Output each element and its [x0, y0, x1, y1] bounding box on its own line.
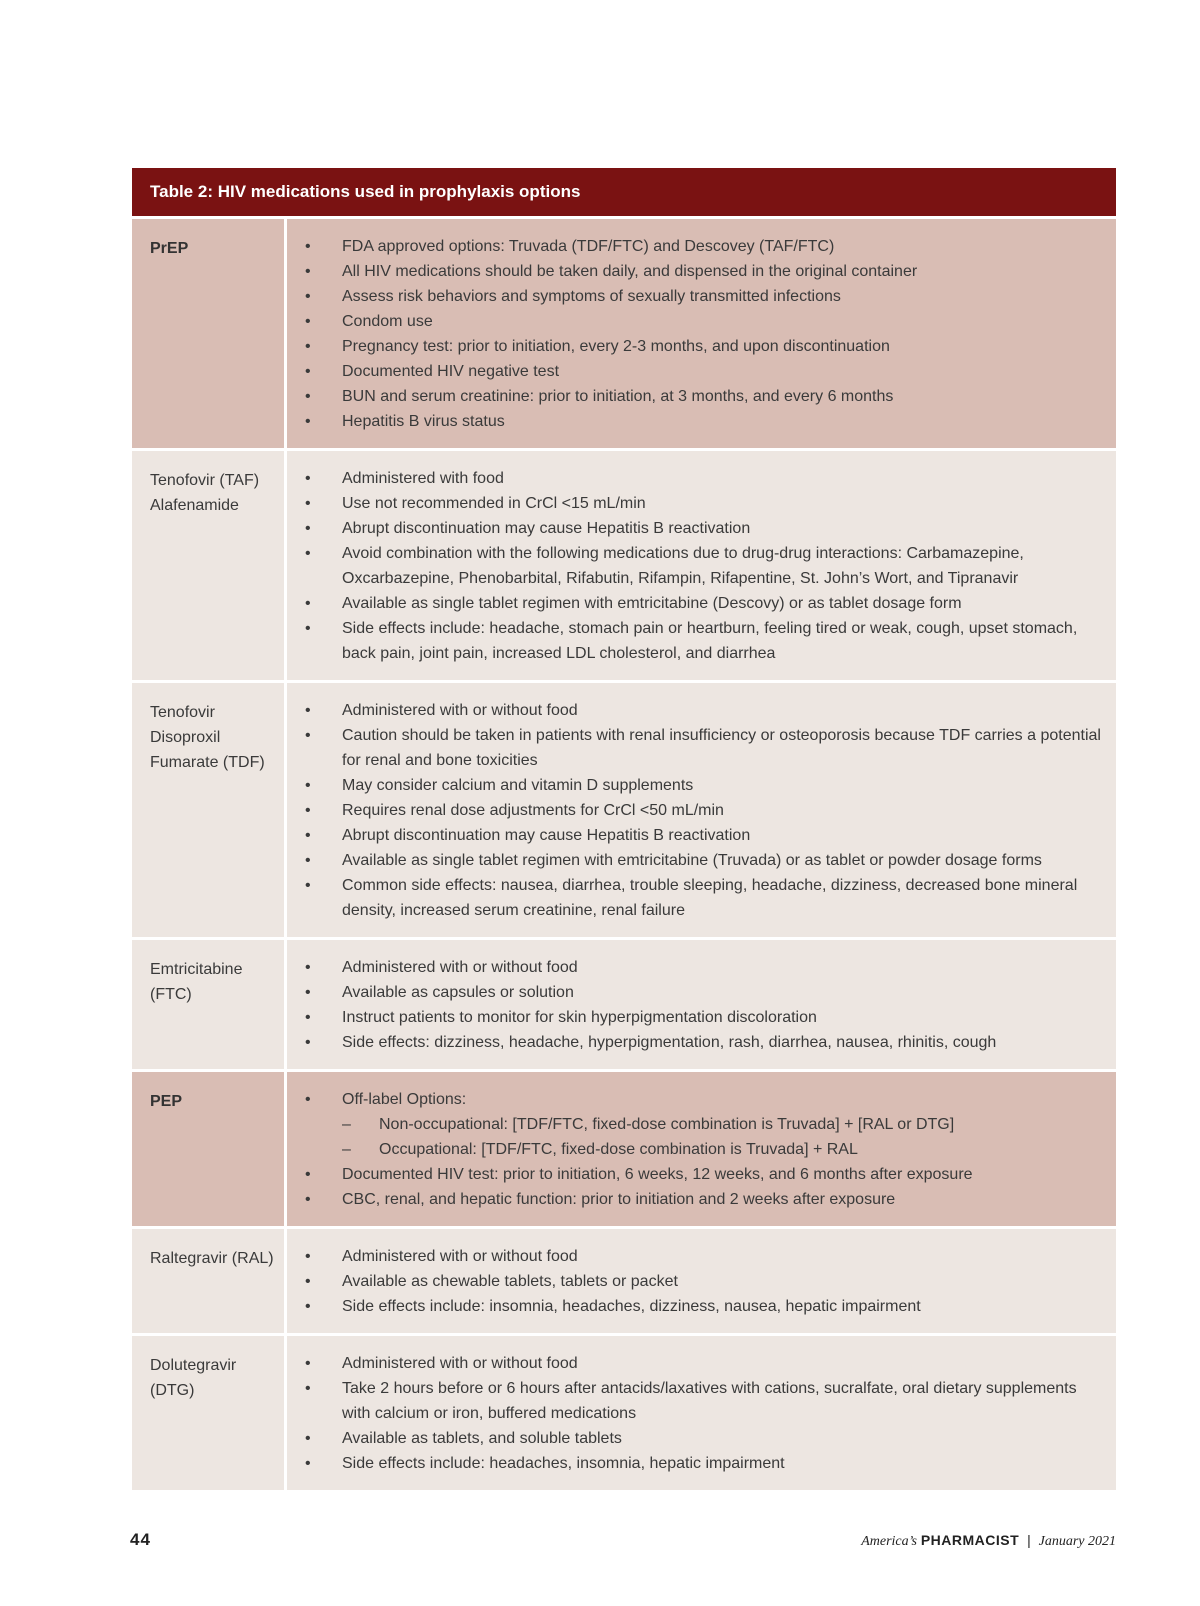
list-item: • Abrupt discontinuation may cause Hepatitis B reactivation — [305, 516, 1106, 541]
bullet-icon: • — [305, 727, 311, 744]
list-item: • Available as chewable tablets, tablets or packet — [305, 1269, 1106, 1294]
list-item: • Administered with or without food — [305, 698, 1106, 723]
list-item: • Off-label Options: — [305, 1087, 1106, 1112]
list-item: • Side effects include: headache, stomach pain or heartburn, feeling tired or weak, cough, upset stomach, back pain, joint pain, increased LDL cholesterol, and diarrhea — [305, 616, 1106, 666]
list-item: • Documented HIV negative test — [305, 359, 1106, 384]
list-item: • Caution should be taken in patients with renal insufficiency or osteoporosis because TDF carries a potential for renal and bone toxicities — [305, 723, 1106, 773]
list-item: • Available as tablets, and soluble tablets — [305, 1426, 1106, 1451]
list-item: • Condom use — [305, 309, 1106, 334]
bullet-icon: • — [305, 877, 311, 894]
list-subitem: – Occupational: [TDF/FTC, fixed-dose combination is Truvada] + RAL — [305, 1137, 1106, 1162]
bullet-icon: • — [305, 852, 311, 869]
bullet-icon: • — [305, 802, 311, 819]
bullet-icon: • — [305, 238, 311, 255]
bullet-icon: • — [305, 288, 311, 305]
table-row-ftc — [132, 940, 1116, 1069]
list-item: • CBC, renal, and hepatic function: prior to initiation and 2 weeks after exposure — [305, 1187, 1106, 1212]
bullet-icon: • — [305, 959, 311, 976]
bullet-icon: • — [305, 1034, 311, 1051]
bullet-icon: • — [305, 1380, 311, 1397]
footer-separator: | — [1027, 1532, 1031, 1548]
bullet-icon: • — [305, 313, 311, 330]
list-item: • All HIV medications should be taken daily, and dispensed in the original container — [305, 259, 1106, 284]
list-item: • Hepatitis B virus status — [305, 409, 1106, 434]
bullet-icon: • — [305, 1166, 311, 1183]
row-label: Tenofovir (TAF) Alafenamide — [132, 451, 284, 680]
list-item: • Abrupt discontinuation may cause Hepatitis B reactivation — [305, 823, 1106, 848]
list-item: • Avoid combination with the following medications due to drug-drug interactions: Carbamazepine, Oxcarbazepine, Phenobarbital, Rifabutin, Rifampin, Rifapentine, St. John’s Wort, and Tipranavir — [305, 541, 1106, 591]
bullet-icon: • — [305, 984, 311, 1001]
row-details — [287, 1336, 1116, 1490]
table-title: Table 2: HIV medications used in prophylaxis options — [132, 168, 1116, 216]
row-label: Dolutegravir (DTG) — [132, 1336, 284, 1490]
running-footer — [861, 1532, 1116, 1550]
bullet-icon: • — [305, 1298, 311, 1315]
list-item: • Administered with or without food — [305, 1244, 1106, 1269]
list-item: • Pregnancy test: prior to initiation, every 2-3 months, and upon discontinuation — [305, 334, 1106, 359]
list-item: • Instruct patients to monitor for skin hyperpigmentation discoloration — [305, 1005, 1106, 1030]
list-item: • FDA approved options: Truvada (TDF/FTC) and Descovey (TAF/FTC) — [305, 234, 1106, 259]
bullet-icon: • — [305, 827, 311, 844]
magazine-prefix: America’s — [861, 1534, 917, 1549]
medications-table — [132, 168, 1116, 1490]
bullet-icon: • — [305, 702, 311, 719]
bullet-icon: • — [305, 263, 311, 280]
dash-icon: – — [342, 1141, 351, 1158]
bullet-icon: • — [305, 1455, 311, 1472]
row-details — [287, 940, 1116, 1069]
row-details — [287, 219, 1116, 448]
bullet-icon: • — [305, 1248, 311, 1265]
bullet-icon: • — [305, 1273, 311, 1290]
table-row-tdf — [132, 683, 1116, 937]
row-label: PrEP — [132, 219, 284, 448]
magazine-brand: PHARMACIST — [920, 1532, 1020, 1548]
bullet-icon: • — [305, 520, 311, 537]
bullet-icon: • — [305, 1430, 311, 1447]
list-item: • Administered with or without food — [305, 955, 1106, 980]
bullet-icon: • — [305, 1355, 311, 1372]
page-number: 44 — [130, 1530, 151, 1549]
bullet-icon: • — [305, 545, 311, 562]
dash-icon: – — [342, 1116, 351, 1133]
bullet-icon: • — [305, 413, 311, 430]
list-item: • Side effects include: insomnia, headaches, dizziness, nausea, hepatic impairment — [305, 1294, 1106, 1319]
list-item: • May consider calcium and vitamin D supplements — [305, 773, 1106, 798]
bullet-icon: • — [305, 495, 311, 512]
table-row-dtg — [132, 1336, 1116, 1490]
row-details — [287, 683, 1116, 937]
table-row-taf — [132, 451, 1116, 680]
list-item: • BUN and serum creatinine: prior to initiation, at 3 months, and every 6 months — [305, 384, 1106, 409]
list-item: • Administered with or without food — [305, 1351, 1106, 1376]
bullet-icon: • — [305, 1009, 311, 1026]
table-row-prep — [132, 219, 1116, 448]
list-item: • Common side effects: nausea, diarrhea, trouble sleeping, headache, dizziness, decreased bone mineral density, increased serum creatinine, renal failure — [305, 873, 1106, 923]
row-details — [287, 1229, 1116, 1333]
list-item: • Side effects: dizziness, headache, hyperpigmentation, rash, diarrhea, nausea, rhinitis, cough — [305, 1030, 1106, 1055]
table-row-ral — [132, 1229, 1116, 1333]
list-item: • Available as single tablet regimen with emtricitabine (Truvada) or as tablet or powder dosage forms — [305, 848, 1106, 873]
list-item: • Take 2 hours before or 6 hours after antacids/laxatives with cations, sucralfate, oral dietary supplements with calcium or iron, buffered medications — [305, 1376, 1106, 1426]
row-label: Emtricitabine (FTC) — [132, 940, 284, 1069]
row-label: Raltegravir (RAL) — [132, 1229, 284, 1333]
bullet-icon: • — [305, 620, 311, 637]
bullet-icon: • — [305, 1191, 311, 1208]
list-item: • Administered with food — [305, 466, 1106, 491]
bullet-icon: • — [305, 338, 311, 355]
list-item: • Assess risk behaviors and symptoms of sexually transmitted infections — [305, 284, 1106, 309]
list-item: • Side effects include: headaches, insomnia, hepatic impairment — [305, 1451, 1106, 1476]
bullet-icon: • — [305, 470, 311, 487]
list-item: • Use not recommended in CrCl <15 mL/min — [305, 491, 1106, 516]
bullet-icon: • — [305, 777, 311, 794]
table-row-pep — [132, 1072, 1116, 1226]
list-item: • Available as single tablet regimen with emtricitabine (Descovy) or as tablet dosage form — [305, 591, 1106, 616]
list-item: • Available as capsules or solution — [305, 980, 1106, 1005]
row-label: PEP — [132, 1072, 284, 1226]
bullet-icon: • — [305, 595, 311, 612]
list-subitem: – Non-occupational: [TDF/FTC, fixed-dose combination is Truvada] + [RAL or DTG] — [305, 1112, 1106, 1137]
row-label: Tenofovir Disoproxil Fumarate (TDF) — [132, 683, 284, 937]
bullet-icon: • — [305, 388, 311, 405]
bullet-icon: • — [305, 363, 311, 380]
bullet-icon: • — [305, 1091, 311, 1108]
list-item: • Requires renal dose adjustments for CrCl <50 mL/min — [305, 798, 1106, 823]
row-details — [287, 1072, 1116, 1226]
list-item: • Documented HIV test: prior to initiation, 6 weeks, 12 weeks, and 6 months after exposure — [305, 1162, 1106, 1187]
row-details — [287, 451, 1116, 680]
issue-date: January 2021 — [1038, 1534, 1116, 1549]
